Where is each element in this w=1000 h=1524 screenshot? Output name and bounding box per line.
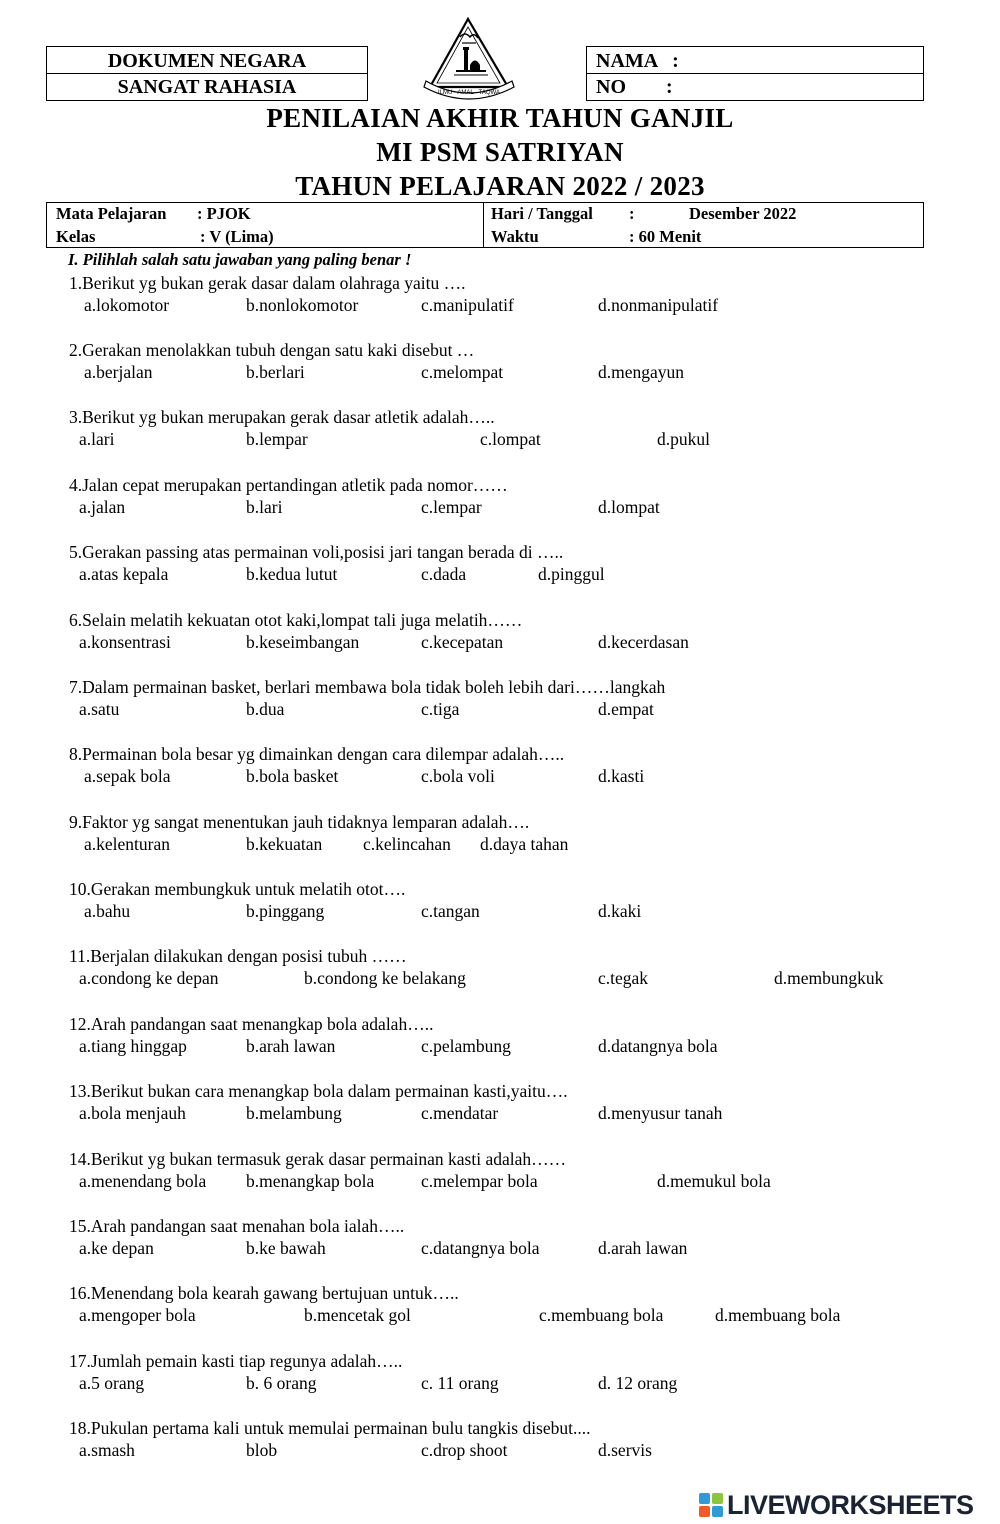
option-a[interactable]: a.smash: [79, 1440, 135, 1460]
question-text: 1.Berikut yg bukan gerak dasar dalam olahraga yaitu ….: [69, 273, 466, 293]
question-4: [0, 474, 1000, 526]
dokumen-negara-label: DOKUMEN NEGARA: [107, 50, 307, 72]
exam-info-box: [46, 202, 924, 248]
exam-title: PENILAIAN AKHIR TAHUN GANJIL: [266, 103, 734, 133]
option-b[interactable]: b.arah lawan: [246, 1036, 336, 1056]
option-a[interactable]: a.konsentrasi: [79, 632, 171, 652]
option-a[interactable]: a.sepak bola: [84, 766, 171, 786]
option-d[interactable]: d.kasti: [598, 766, 645, 786]
option-c[interactable]: c.bola voli: [421, 766, 495, 786]
option-c[interactable]: c.lempar: [421, 497, 482, 517]
question-13: [0, 1080, 1000, 1132]
question-12: [0, 1013, 1000, 1065]
option-c[interactable]: c.kecepatan: [421, 632, 504, 652]
question-17: [0, 1350, 1000, 1402]
option-b[interactable]: b.pinggang: [246, 901, 325, 921]
liveworksheets-logo-icon: [698, 1492, 724, 1518]
option-b[interactable]: b.condong ke belakang: [304, 968, 466, 988]
option-b[interactable]: b.melambung: [246, 1103, 342, 1123]
question-text: 3.Berikut yg bukan merupakan gerak dasar atletik adalah…..: [69, 407, 495, 427]
question-14: [0, 1148, 1000, 1200]
nama-field-label: NAMA :: [596, 50, 679, 72]
option-b[interactable]: b.kedua lutut: [246, 564, 338, 584]
option-d[interactable]: d.datangnya bola: [598, 1036, 718, 1056]
option-c[interactable]: c.manipulatif: [421, 295, 514, 315]
question-text: 4.Jalan cepat merupakan pertandingan atletik pada nomor……: [69, 475, 508, 495]
option-d[interactable]: d.daya tahan: [480, 834, 569, 854]
question-text: 9.Faktor yg sangat menentukan jauh tidaknya lemparan adalah….: [69, 812, 530, 832]
option-b[interactable]: b.lempar: [246, 429, 308, 449]
option-a[interactable]: a.bola menjauh: [79, 1103, 186, 1123]
option-d[interactable]: d.lompat: [598, 497, 660, 517]
option-c[interactable]: c.kelincahan: [363, 834, 451, 854]
school-logo: [420, 15, 520, 105]
question-9: [0, 811, 1000, 863]
option-a[interactable]: a.atas kepala: [79, 564, 169, 584]
question-text: 17.Jumlah pemain kasti tiap regunya adalah…..: [69, 1351, 403, 1371]
option-b[interactable]: b.berlari: [246, 362, 305, 382]
header-right-box: [586, 46, 924, 101]
question-text: 14.Berikut yg bukan termasuk gerak dasar permainan kasti adalah……: [69, 1149, 567, 1169]
option-c[interactable]: c.tegak: [598, 968, 649, 988]
liveworksheets-watermark[interactable]: [698, 1491, 974, 1519]
option-b[interactable]: b.kekuatan: [246, 834, 323, 854]
question-15: [0, 1215, 1000, 1267]
option-a[interactable]: a.menendang bola: [79, 1171, 207, 1191]
option-d[interactable]: d.empat: [598, 699, 654, 719]
question-text: 11.Berjalan dilakukan dengan posisi tubuh ……: [69, 946, 407, 966]
question-6: [0, 609, 1000, 661]
option-b[interactable]: b.nonlokomotor: [246, 295, 359, 315]
option-b[interactable]: b.bola basket: [246, 766, 339, 786]
question-3: [0, 406, 1000, 458]
option-a[interactable]: a.kelenturan: [84, 834, 170, 854]
option-d[interactable]: d.pinggul: [538, 564, 605, 584]
question-text: 16.Menendang bola kearah gawang bertujuan untuk…..: [69, 1283, 459, 1303]
question-text: 15.Arah pandangan saat menahan bola ialah…..: [69, 1216, 405, 1236]
option-d[interactable]: d.mengayun: [598, 362, 685, 382]
option-d[interactable]: d.kaki: [598, 901, 642, 921]
option-a[interactable]: a.berjalan: [84, 362, 153, 382]
option-d[interactable]: d.pukul: [657, 429, 710, 449]
option-a[interactable]: a.mengoper bola: [79, 1305, 196, 1325]
question-7: [0, 676, 1000, 728]
kelas-label: Kelas: [56, 227, 96, 246]
hari-value: Desember 2022: [689, 204, 797, 223]
question-text: 13.Berikut bukan cara menangkap bola dalam permainan kasti,yaitu….: [69, 1081, 568, 1101]
liveworksheets-text: LIVEWORKSHEETS: [727, 1489, 974, 1520]
option-c[interactable]: c.tiga: [421, 699, 460, 719]
option-c[interactable]: c.datangnya bola: [421, 1238, 540, 1258]
option-c[interactable]: c.drop shoot: [421, 1440, 508, 1460]
option-a[interactable]: a.satu: [79, 699, 120, 719]
question-5: [0, 541, 1000, 593]
option-c[interactable]: c.lompat: [480, 429, 541, 449]
question-2: [0, 339, 1000, 391]
option-b[interactable]: blob: [246, 1440, 278, 1460]
option-c[interactable]: c.membuang bola: [539, 1305, 664, 1325]
waktu-value: : 60 Menit: [629, 227, 702, 246]
option-c[interactable]: c.melompat: [421, 362, 504, 382]
option-d[interactable]: d.servis: [598, 1440, 652, 1460]
logo-motto: ILMU - AMAL - TAQWA: [437, 90, 501, 96]
option-d[interactable]: d. 12 orang: [598, 1373, 678, 1393]
option-a[interactable]: a.condong ke depan: [79, 968, 219, 988]
section-instruction: I. Pilihlah salah satu jawaban yang paling benar !: [68, 250, 412, 269]
option-c[interactable]: c.tangan: [421, 901, 480, 921]
option-d[interactable]: d.menyusur tanah: [598, 1103, 723, 1123]
question-11: [0, 945, 1000, 997]
option-a[interactable]: a.lokomotor: [84, 295, 170, 315]
option-d[interactable]: d.memukul bola: [657, 1171, 771, 1191]
option-d[interactable]: d.arah lawan: [598, 1238, 688, 1258]
option-a[interactable]: a.ke depan: [79, 1238, 154, 1258]
option-d[interactable]: d.membungkuk: [774, 968, 884, 988]
question-text: 2.Gerakan menolakkan tubuh dengan satu kaki disebut …: [69, 340, 475, 360]
question-text: 12.Arah pandangan saat menangkap bola adalah…..: [69, 1014, 434, 1034]
option-a[interactable]: a.lari: [79, 429, 115, 449]
question-1: [0, 272, 1000, 324]
mapel-label: Mata Pelajaran: [56, 204, 167, 223]
option-b[interactable]: b. 6 orang: [246, 1373, 317, 1393]
option-b[interactable]: b.mencetak gol: [304, 1305, 411, 1325]
option-b[interactable]: b.keseimbangan: [246, 632, 360, 652]
school-name: MI PSM SATRIYAN: [376, 137, 624, 167]
question-text: 18.Pukulan pertama kali untuk memulai permainan bulu tangkis disebut....: [69, 1418, 591, 1438]
academic-year: TAHUN PELAJARAN 2022 / 2023: [295, 171, 705, 201]
option-c[interactable]: c.dada: [421, 564, 467, 584]
question-18: [0, 1417, 1000, 1469]
option-a[interactable]: a.tiang hinggap: [79, 1036, 187, 1056]
question-10: [0, 878, 1000, 930]
question-text: 5.Gerakan passing atas permainan voli,posisi jari tangan berada di …..: [69, 542, 564, 562]
kelas-value: : V (Lima): [200, 227, 274, 246]
option-c[interactable]: c.mendatar: [421, 1103, 499, 1123]
option-c[interactable]: c. 11 orang: [421, 1373, 499, 1393]
hari-colon: :: [629, 204, 635, 223]
option-c[interactable]: c.pelambung: [421, 1036, 511, 1056]
waktu-label: Waktu: [491, 227, 539, 246]
option-a[interactable]: a.jalan: [79, 497, 126, 517]
option-a[interactable]: a.5 orang: [79, 1373, 145, 1393]
hari-label: Hari / Tanggal: [491, 204, 593, 223]
sangat-rahasia-label: SANGAT RAHASIA: [117, 76, 297, 98]
option-d[interactable]: d.membuang bola: [715, 1305, 841, 1325]
question-text: 6.Selain melatih kekuatan otot kaki,lompat tali juga melatih……: [69, 610, 523, 630]
option-b[interactable]: b.menangkap bola: [246, 1171, 375, 1191]
option-b[interactable]: b.lari: [246, 497, 283, 517]
option-d[interactable]: d.kecerdasan: [598, 632, 689, 652]
no-field-label: NO :: [596, 76, 673, 98]
option-c[interactable]: c.melempar bola: [421, 1171, 538, 1191]
question-text: 10.Gerakan membungkuk untuk melatih otot….: [69, 879, 406, 899]
question-text: 8.Permainan bola besar yg dimainkan dengan cara dilempar adalah…..: [69, 744, 565, 764]
question-8: [0, 743, 1000, 795]
option-a[interactable]: a.bahu: [84, 901, 131, 921]
question-16: [0, 1282, 1000, 1334]
question-text: 7.Dalam permainan basket, berlari membawa bola tidak boleh lebih dari……langkah: [69, 677, 666, 697]
option-b[interactable]: b.ke bawah: [246, 1238, 326, 1258]
option-b[interactable]: b.dua: [246, 699, 285, 719]
mapel-value: : PJOK: [197, 204, 251, 223]
option-d[interactable]: d.nonmanipulatif: [598, 295, 719, 315]
header-left-box: [46, 46, 368, 101]
